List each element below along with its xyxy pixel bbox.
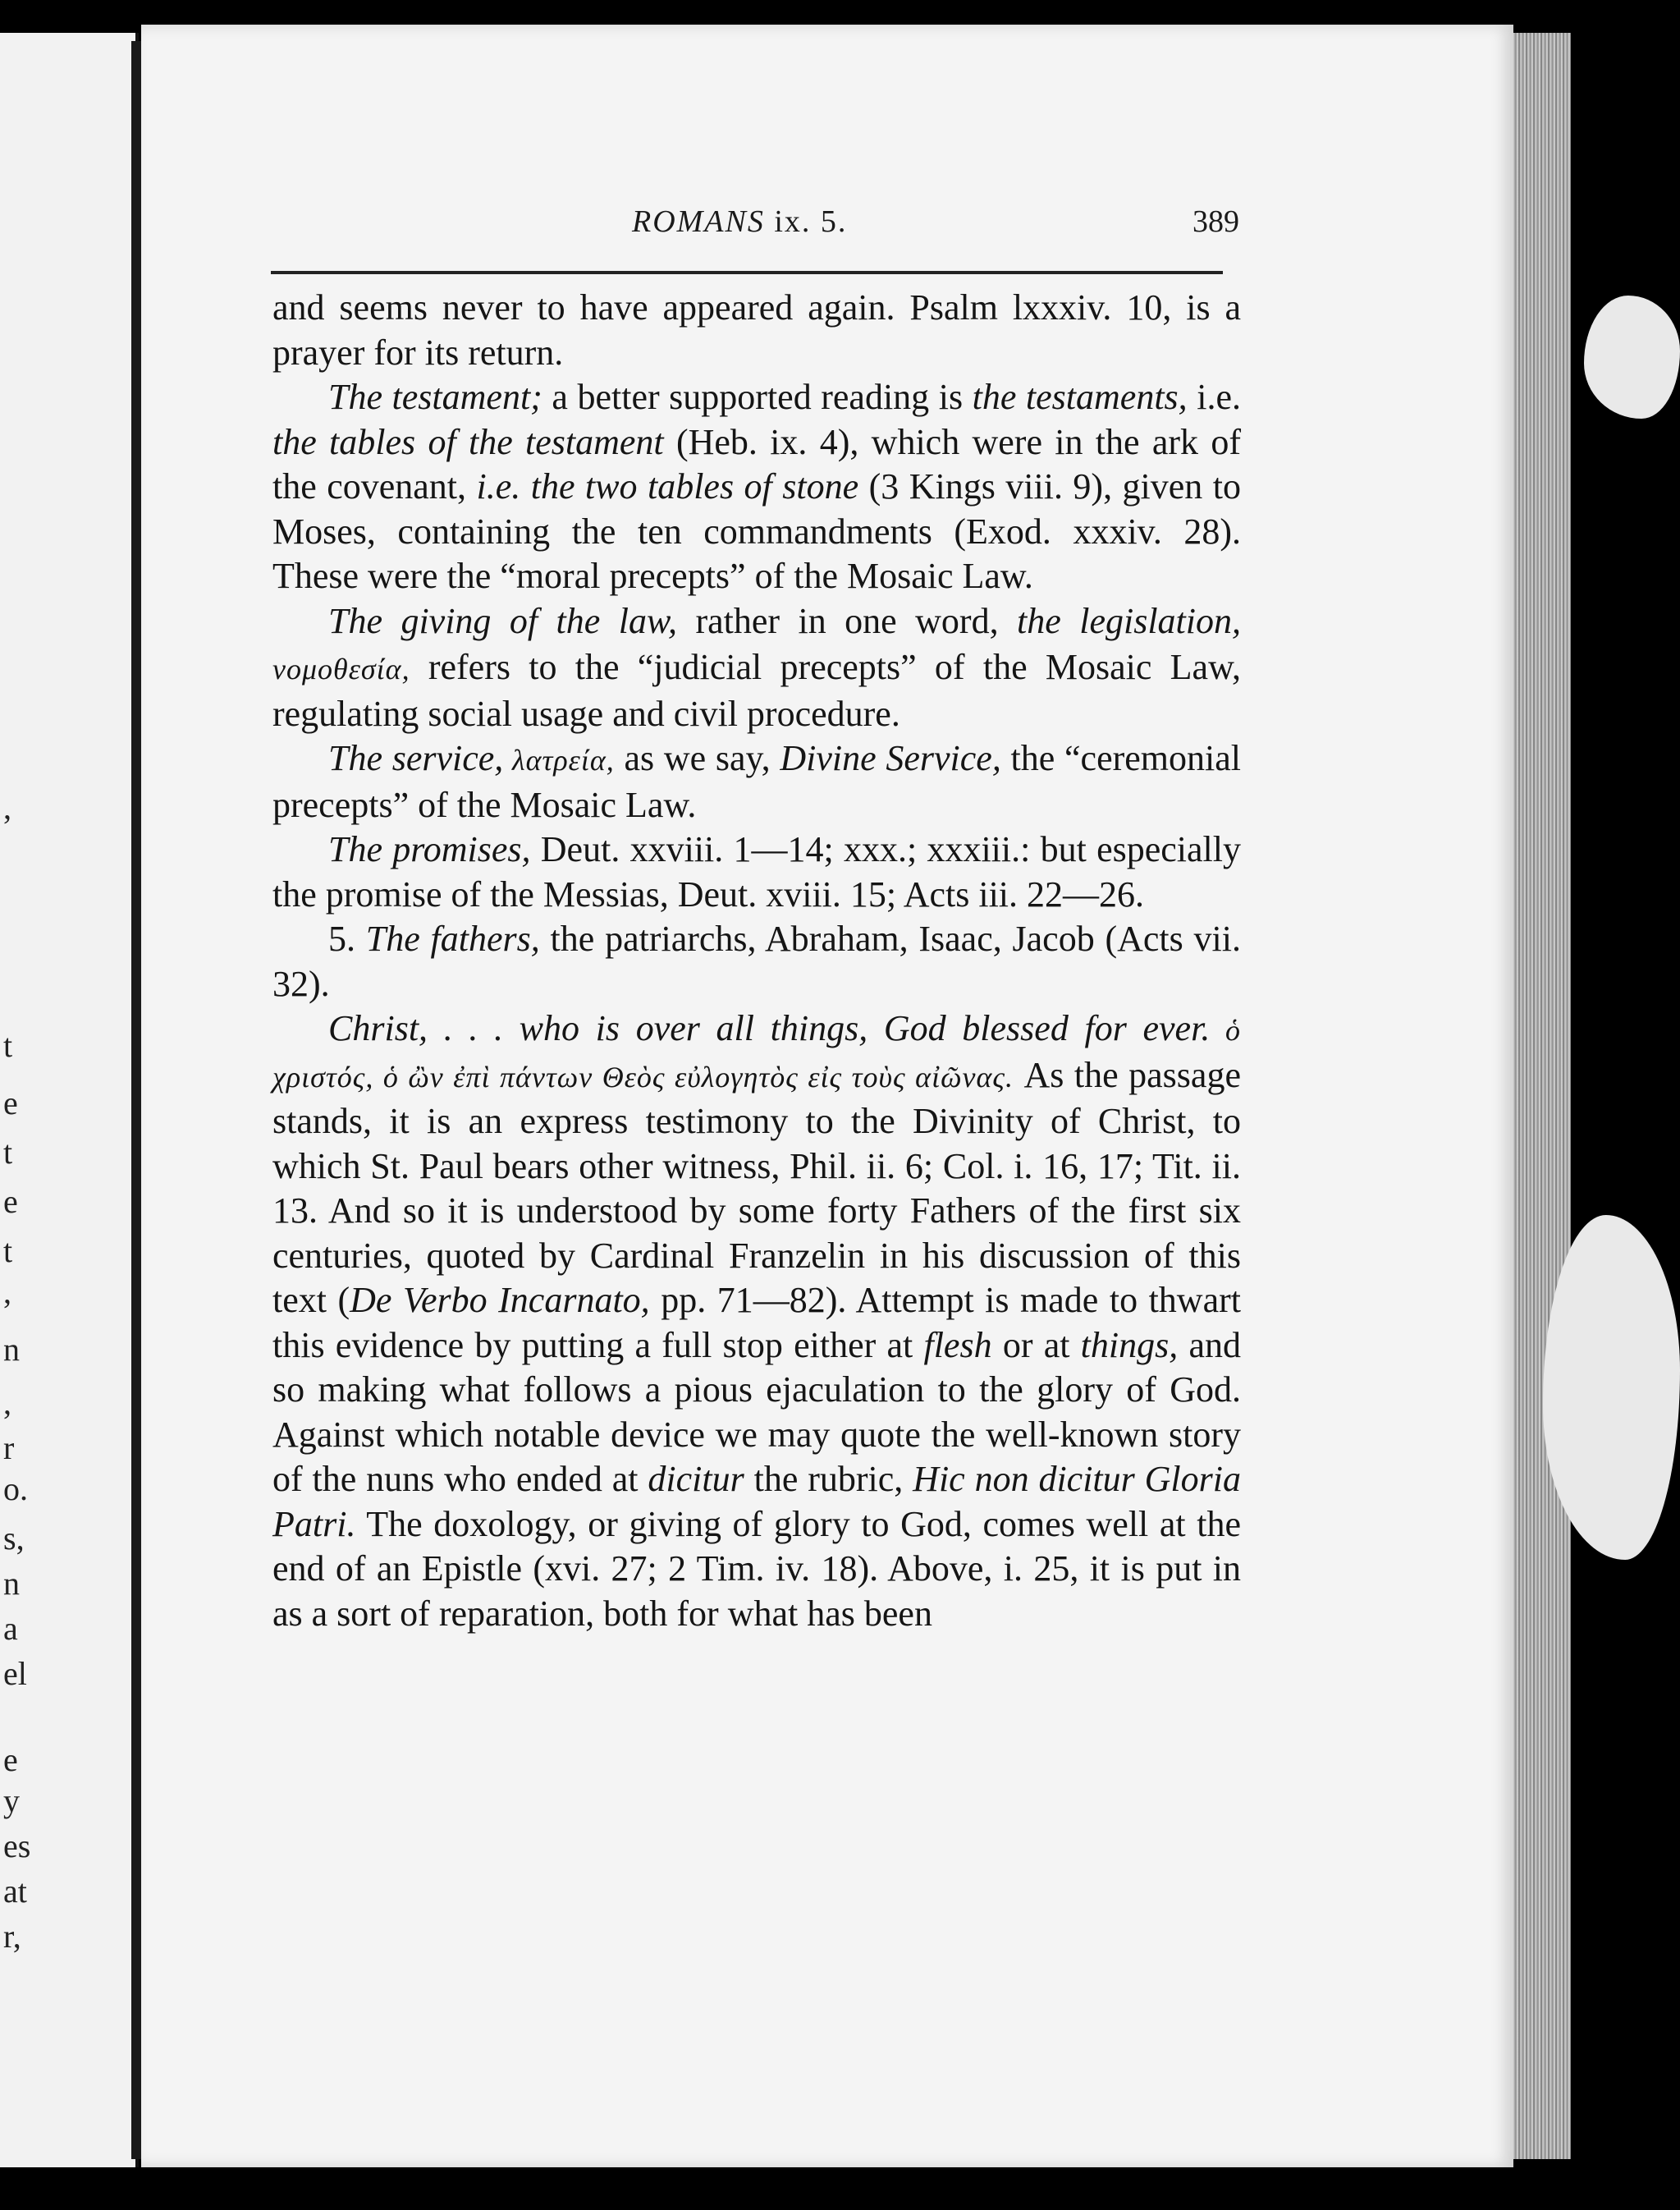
- margin-fragment: r: [3, 1429, 15, 1466]
- book-gutter: [131, 41, 141, 2159]
- margin-fragment: e: [3, 1084, 18, 1121]
- paragraph-continued: [272, 286, 1241, 375]
- text-run: and seems never to have appeared again. Psalm lxxxiv. 10, is a prayer for its return.: [272, 287, 1241, 373]
- margin-fragment: ,: [3, 1273, 11, 1310]
- verse-number: 5.: [328, 919, 366, 959]
- running-head-title: [632, 204, 847, 240]
- page-number: 389: [1192, 204, 1239, 239]
- text-run: (3 Kings viii. 9), given to Moses, containing the ten commandments (Exod. xxxiv. 28). These were the “moral precepts” of the Mosaic Law.: [272, 466, 1241, 596]
- greek-run: ὁ χριστός, ὁ ὢν ἐπὶ πάντων Θεὸς εὐλογητὸς εἰς τοὺς αἰῶνας.: [272, 1014, 1242, 1094]
- italic-run: the testaments,: [972, 377, 1188, 417]
- text-run: and so making what follows a pious ejaculation to the glory of God. Against which notable device we may quote the well-known story of the nuns who ended at: [272, 1324, 1242, 1499]
- paragraph-giving-of-law: [272, 599, 1241, 737]
- torn-paper-fragment: [1543, 1215, 1680, 1560]
- margin-fragment: ,: [3, 1384, 11, 1421]
- greek-run: λατρεία,: [503, 744, 615, 777]
- italic-run: i.e. the two tables of stone: [476, 466, 859, 507]
- paragraph-service: [272, 736, 1241, 828]
- running-head-reference: ix. 5.: [764, 204, 848, 239]
- margin-fragment: el: [3, 1655, 27, 1692]
- text-run: pp. 71—82). Attempt is made to thwart this evidence by putting a full stop either at: [272, 1280, 1241, 1365]
- text-run: refers to the “judicial precepts” of the Mosaic Law, regulating social usage and civil procedure.: [272, 647, 1241, 734]
- margin-fragment: es: [3, 1827, 31, 1864]
- text-run: or at: [991, 1324, 1081, 1365]
- paragraph-fathers: [272, 917, 1241, 1006]
- text-run: the “ceremonial precepts” of the Mosaic Law.: [272, 738, 1241, 825]
- paragraph-testament: [272, 375, 1241, 599]
- italic-run: Divine Service,: [780, 738, 1001, 778]
- italic-run: Hic non dicitur Gloria Patri.: [272, 1459, 1242, 1544]
- margin-fragment: n: [3, 1565, 20, 1602]
- margin-fragment: o.: [3, 1470, 28, 1507]
- text-run: (Heb. ix. 4), which were in the ark of the covenant,: [272, 421, 1241, 507]
- italic-run: The giving of the law,: [328, 600, 678, 641]
- paragraph-promises: [272, 828, 1241, 917]
- margin-fragment: r,: [3, 1918, 21, 1955]
- header-rule: [271, 271, 1223, 274]
- italic-run: dicitur: [648, 1459, 744, 1499]
- paragraph-christ: [272, 1006, 1241, 1636]
- italic-run: De Verbo Incarnato,: [350, 1280, 650, 1320]
- greek-run: νομοθεσία,: [272, 653, 410, 685]
- margin-fragment: n: [3, 1331, 20, 1368]
- torn-paper-fragment: [1584, 296, 1680, 419]
- text-run: as we say,: [614, 738, 780, 778]
- margin-fragment: s,: [3, 1520, 25, 1557]
- margin-fragment: ,: [3, 789, 11, 826]
- margin-fragment: e: [3, 1183, 18, 1220]
- text-run: rather in one word,: [677, 600, 1018, 641]
- margin-fragment: e: [3, 1741, 18, 1778]
- commentary-text: [272, 286, 1241, 1636]
- italic-run: The service,: [328, 738, 504, 778]
- running-head-book: ROMANS: [632, 204, 765, 239]
- page-edges: [1513, 33, 1571, 2159]
- running-head: [271, 204, 1239, 253]
- text-run: The doxology, or giving of glory to God, comes well at the end of an Epistle (xvi. 27; 2 Tim. iv. 18). Above, i. 25, it is put in as a sort of reparation, both for what has been: [272, 1503, 1241, 1634]
- text-run: a better supported reading is: [542, 377, 973, 417]
- italic-run: the tables of the testament: [272, 421, 664, 462]
- text-run: As the passage stands, it is an express testimony to the Divinity of Christ, to which St. Paul bears other witness, Phil. ii. 6; Col. i. 16, 17; Tit. ii. 13. And so it is understood by some forty Fathers of the first six centuries, quoted by Cardinal Franzelin in his discussion of this text (: [272, 1054, 1241, 1320]
- italic-run: things,: [1080, 1324, 1179, 1365]
- margin-fragment: a: [3, 1610, 18, 1647]
- italic-run: The fathers,: [365, 919, 540, 959]
- italic-run: The testament;: [328, 377, 542, 417]
- margin-fragment: t: [3, 1232, 13, 1269]
- text-run: Deut. xxviii. 1—14; xxx.; xxxiii.: but especially the promise of the Messias, Deut. xviii. 15; Acts iii. 22—26.: [272, 829, 1241, 915]
- italic-run: the legislation,: [1017, 600, 1242, 641]
- text-run: i.e.: [1187, 377, 1241, 417]
- margin-fragment: t: [3, 1134, 13, 1171]
- margin-fragment: t: [3, 1027, 13, 1064]
- italic-run: flesh: [923, 1324, 992, 1365]
- italic-run: The promises,: [328, 829, 531, 869]
- italic-run: Christ, . . . who is over all things, God blessed for ever.: [328, 1008, 1211, 1048]
- text-run: the patriarchs, Abraham, Isaac, Jacob (Acts vii. 32).: [272, 919, 1241, 1004]
- left-facing-page: [0, 33, 139, 2167]
- text-run: the rubric,: [744, 1459, 913, 1499]
- margin-fragment: y: [3, 1782, 20, 1819]
- margin-fragment: at: [3, 1873, 27, 1910]
